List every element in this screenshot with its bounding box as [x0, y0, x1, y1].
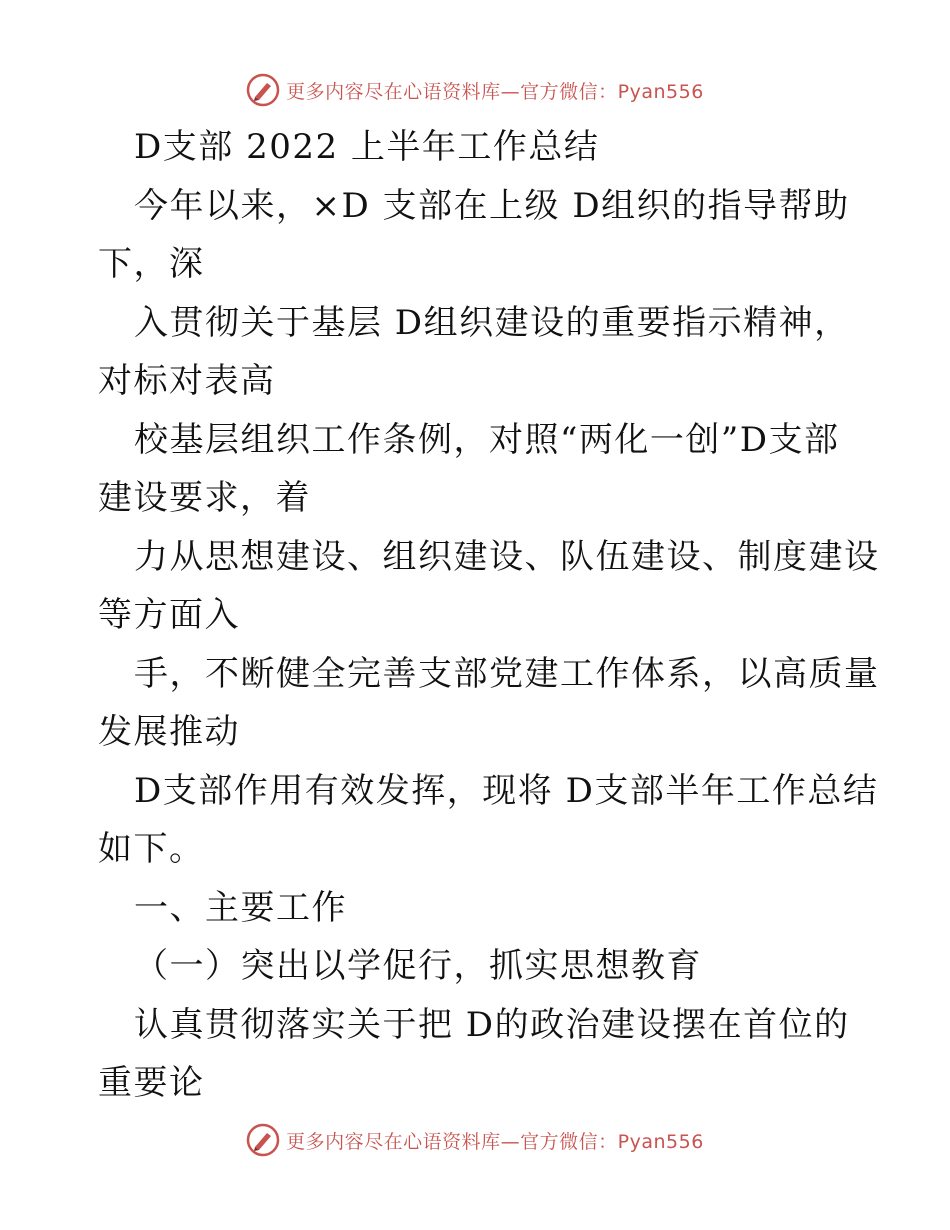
text-line: 校基层组织工作条例，对照“两化一创”D支部	[134, 419, 840, 460]
text-line: 重要论	[98, 1063, 205, 1103]
pen-logo-icon	[246, 1123, 280, 1157]
text-line: 认真贯彻落实关于把 D的政治建设摆在首位的	[134, 1004, 850, 1045]
footer-watermark-banner	[0, 1120, 950, 1160]
document-body	[98, 118, 880, 1113]
subsection-heading: （一）突出以学促行，抓实思想教育	[134, 946, 702, 986]
text-line: 等方面入	[98, 595, 240, 635]
document-title: D支部 2022 上半年工作总结	[134, 127, 600, 167]
text-line: 对标对表高	[98, 361, 276, 401]
text-line: 今年以来，×D 支部在上级 D组织的指导帮助	[134, 185, 850, 226]
text-line: 入贯彻关于基层 D组织建设的重要指示精神，	[134, 302, 850, 343]
text-line: 下，深	[98, 244, 205, 284]
footer-banner-text: 更多内容尽在心语资料库—官方微信：Pyan556	[286, 1130, 704, 1153]
header-watermark-banner	[0, 70, 950, 110]
text-line: D支部作用有效发挥，现将 D支部半年工作总结	[134, 770, 879, 811]
pen-logo-icon	[246, 73, 280, 107]
text-line: 手，不断健全完善支部党建工作体系，以高质量	[134, 653, 880, 694]
text-line: 发展推动	[98, 712, 240, 752]
text-line: 力从思想建设、组织建设、队伍建设、制度建设	[134, 536, 880, 577]
section-heading: 一、主要工作	[134, 887, 347, 928]
header-banner-text: 更多内容尽在心语资料库—官方微信：Pyan556	[286, 80, 704, 103]
text-line: 建设要求，着	[98, 478, 311, 518]
text-line: 如下。	[98, 829, 205, 869]
